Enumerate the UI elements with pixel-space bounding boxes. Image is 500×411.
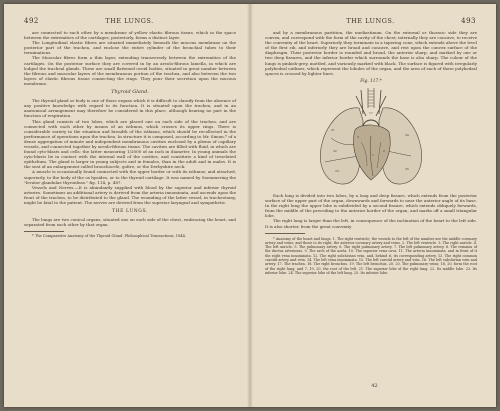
- svg-text:25: 25: [405, 166, 409, 171]
- section-heading-thyroid: Thyroid Gland.: [111, 89, 149, 96]
- footnote: * The Comparative Anatomy of the Thyroid Gland. Philosophical Transactions, 1844.: [32, 234, 187, 239]
- svg-text:1: 1: [372, 152, 374, 157]
- svg-text:2: 2: [383, 148, 385, 153]
- heart-lungs-illustration: [311, 86, 431, 190]
- right-page: [253, 4, 496, 407]
- svg-text:23: 23: [335, 168, 339, 173]
- svg-text:17: 17: [369, 110, 373, 115]
- paragraph: and by a membranous partition, the mediastinum. On the external or thoracic side they are convex, and correspond with the form of the cavity of the chest; internally they are concave, to receive the convexity of the heart. Superiorly they terminate in a tapering cone, which extends above the level of the first rib, and inferiorly they are broad and concave, and rest upon the convex surface of the diaphragm. Their posterior border is rounded and broad, the anterior sharp, and marked by one or two deep fissures, and the inferior border which surrounds the base is also sharp. The colour of the lungs is pinkish-grey, mottled, and variously marked with black. The surface is figured with irregularly polyhedral outlines, which represent the lobules of the organ, and the area of each of these polyhedral spaces is crossed by lighter lines.: [265, 30, 477, 76]
- left-page-number: 492: [24, 17, 39, 25]
- left-page: [4, 4, 247, 407]
- right-page-number: 493: [461, 17, 476, 25]
- figure-legend: * Anatomy of the heart and lungs. 1. The right ventricle; the vessels to the left of the number are the middle coronary artery and veins; and those to its right, the anterior coronary artery and veins. 2. The left ventricle. 3. The right auricle. 4. The left auricle. 5. The pulmonary artery. 6. The right pulmonary artery. 7. The left pulmonary artery. 8. The remains of the ductus arteriosus. 9. The arch of the aorta. 10. The superior vena cava. 11. The arteria innominata, and in front of it the right vena innominata. 12. The right subclavian vein, and, behind it, its corresponding artery. 13. The right common carotid artery and vein. 14. The left vena innominata. 15. The left carotid artery and vein. 16. The left subclavian vein and artery. 17. The trachea. 18. The right bronchus. 19. The left bronchus. 20, 20. The pulmonary veins; 18, 20, form the root of the right lung; and 7, 19, 20, the root of the left. 21. The superior lobe of the right lung. 22. Its middle lobe. 23. Its inferior lobe. 24. The superior lobe of the left lung. 25. Its inferior lobe.: [265, 236, 477, 275]
- paragraph: A muscle is occasionally found connected with the upper border or with its isthmus; and attached, superiorly, to the body of the os hyoides, or to the thyroid cartilage. It was named by Soemmering the "levator glandulae thyroideae." fig. 114, p. 487.: [24, 169, 236, 185]
- paragraph: The Longitudinal elastic fibres are situated immediately beneath the mucous membrane on the posterior part of the trachea, and enclose the entire cylinder of the bronchial tubes to their terminations.: [24, 40, 236, 56]
- right-body-text: [265, 30, 477, 275]
- svg-text:21: 21: [331, 127, 335, 132]
- paragraph: This gland consists of two lobes, which are placed one on each side of the trachea, and are connected with each other by means of an isthmus, which crosses its upper rings. There is considerable variety in the situation and breadth of the isthmus, which should be recollected in the performance of operations upon the trachea. In structure it is composed, according to Mr. Simon,* of a dense aggregation of minute and independent membranous cavities enclosed by a plexus of capillary vessels, and connected together by areolo-fibrous tissue. The cavities are filled with fluid, in which are found cyto-blasts and cells: the latter measuring 1/2000 of an inch in diameter. In young animals the cyto-blasts lie in contact with the internal wall of the cavities, and constitute a kind of tesselated epithelium. The gland is larger in young subjects and in females, than in the adult and in males. It is the seat of an enlargement called bronchocele, goître, or the Derbyshire neck.: [24, 118, 236, 170]
- svg-text:24: 24: [405, 132, 409, 137]
- paragraph: Each lung is divided into two lobes, by a long and deep fissure, which extends from the posterior surface of the upper part of the organ, downwards and forwards to near the anterior angle of its base. In the right lung the upper lobe is subdivided by a second fissure, which extends obliquely forwards, from the middle of the preceding to the anterior border of the organ, and marks off a small triangular lobe.: [265, 192, 477, 219]
- right-running-head: [265, 17, 476, 27]
- paragraph: The lungs are two conical organs, situated one on each side of the chest, embracing the heart, and separated from each other by that organ: [24, 217, 236, 228]
- paragraph: are connected to each other by a membrane of yellow elastic fibrous tissue, which in the space between the extremities of the cartilages, posteriorly, forms a distinct layer.: [24, 30, 236, 41]
- left-running-head: [24, 17, 235, 27]
- figure-caption: Fig. 117.*: [360, 78, 382, 84]
- left-running-title: THE LUNGS.: [105, 17, 154, 25]
- svg-text:3: 3: [357, 134, 359, 139]
- signature-number: 42: [371, 383, 378, 389]
- paragraph: The thyroid gland or body is one of those organs which it is difficult to classify from the absence of any positive knowledge with regard to its function. It is situated upon the trachea, and in an anatomical arrangement may therefore be considered in this place, although bearing no part in the function of respiration.: [24, 98, 236, 119]
- svg-text:22: 22: [333, 148, 337, 153]
- book-spread: [4, 4, 496, 407]
- footnote-rule: [265, 233, 305, 234]
- footnote-rule: [24, 231, 64, 232]
- section-heading-lungs: THE LUNGS.: [111, 209, 149, 215]
- paragraph: The Muscular fibres form a thin layer, extending transversely between the extremities of the cartilages. On the posterior surface they are covered in by an areolo-fibrous lamella, in which are lodged the tracheal glands. These are small flattened ovoid bodies, situated in great number between the fibrous and muscular layers of the membranous portion of the trachea, and also between the two layers of elastic fibrous tissue connecting the rings. They pour their secretion upon the mucous membrane.: [24, 55, 236, 86]
- left-body-text: [24, 30, 236, 239]
- right-running-title: THE LUNGS.: [346, 17, 395, 25]
- paragraph: The right lung is larger than the left, in consequence of the inclination of the heart to the left side. It is also shorter, from the great convexity: [265, 218, 477, 229]
- paragraph: Vessels and Nerves.—It is abundantly supplied with blood by the superior and inferior thyroid arteries. Sometimes an additional artery is derived from the arteria innominata, and ascends upon the front of the trachea, to be distributed to the gland. The wounding of the latter vessel, in tracheotomy, might be fatal to the patient. The nerves are derived from the superior laryngeal and sympathetic.: [24, 184, 236, 205]
